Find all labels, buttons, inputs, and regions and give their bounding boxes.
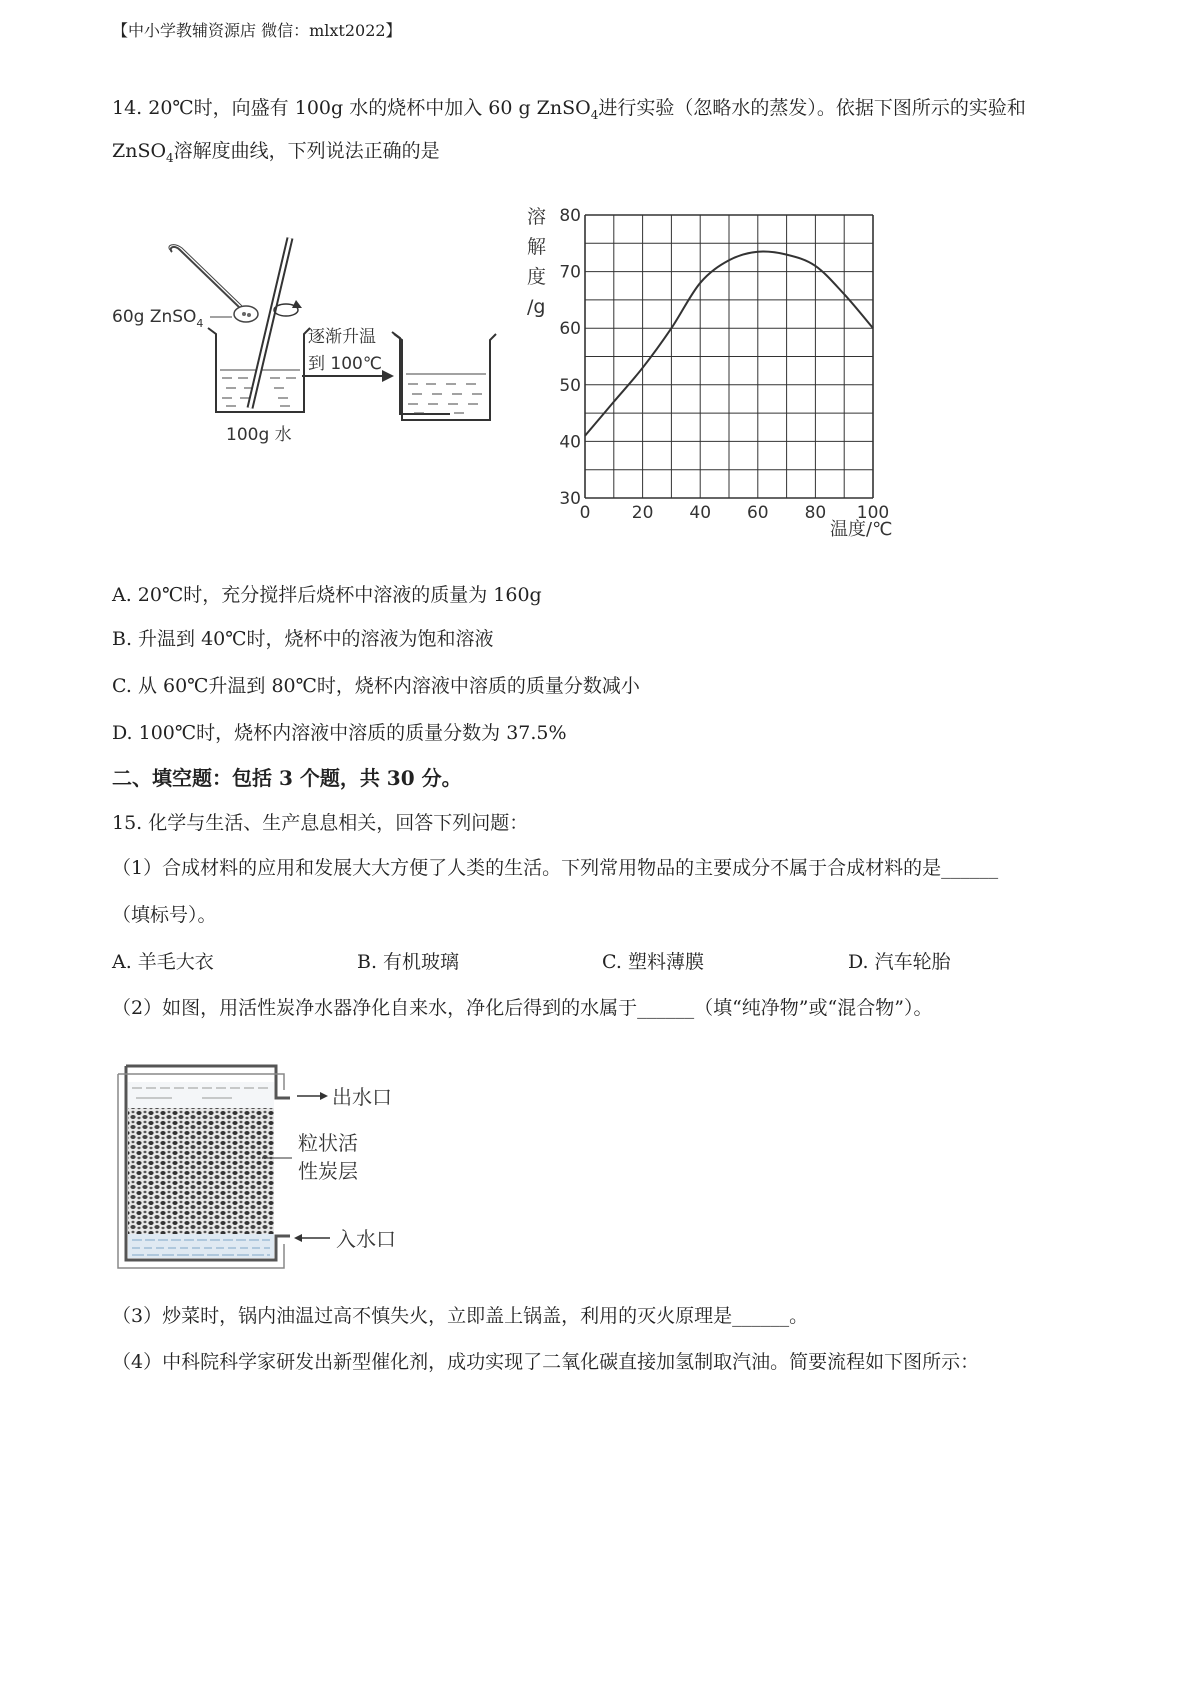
arrow-text-1: 逐渐升温 — [308, 327, 376, 347]
y-tick-label: 60 — [559, 319, 581, 340]
y-ticks — [559, 206, 581, 509]
q15-option-b: B. 有机玻璃 — [357, 951, 460, 973]
y-label-char: 度 — [527, 266, 547, 288]
y-tick-label: 40 — [559, 432, 581, 453]
carbon-layer — [128, 1108, 274, 1234]
water-purifier-figure — [112, 1060, 432, 1275]
q15-part4: （4）中科院科学家研发出新型催化剂，成功实现了二氧化碳直接加氢制取汽油。简要流程如下图所示： — [112, 1351, 980, 1373]
q15-part3: （3）炒菜时，锅内油温过高不慎失火，立即盖上锅盖，利用的灭火原理是______。 — [112, 1305, 809, 1327]
q15-stem: 15. 化学与生活、生产息息相关，回答下列问题： — [112, 812, 529, 834]
section-title: 二、填空题：包括 3 个题，共 30 分。 — [112, 766, 462, 790]
x-tick-label: 20 — [631, 503, 654, 523]
solute-label: 60g ZnSO$_4$ — [112, 307, 204, 330]
q15-option-d: D. 汽车轮胎 — [848, 951, 951, 973]
y-tick-label: 70 — [559, 262, 581, 283]
q15-part1-cont: （填标号）。 — [112, 904, 217, 926]
y-tick-label: 50 — [559, 375, 581, 396]
q15-part1: （1）合成材料的应用和发展大大方便了人类的生活。下列常用物品的主要成分不属于合成材料的是______ — [112, 857, 999, 879]
chart-grid — [585, 215, 873, 498]
arrow-right-icon — [297, 1092, 328, 1100]
y-tick-label: 80 — [559, 206, 581, 226]
x-tick-label: 0 — [579, 503, 591, 523]
q15-option-a: A. 羊毛大衣 — [112, 951, 214, 973]
beaker-right-body — [390, 330, 500, 450]
option-b: B. 升温到 40℃时，烧杯中的溶液为饱和溶液 — [112, 628, 494, 650]
option-c: C. 从 60℃升温到 80℃时，烧杯内溶液中溶质的质量分数减小 — [112, 675, 640, 697]
x-tick-label: 80 — [804, 503, 827, 523]
solubility-chart — [525, 205, 905, 540]
y-label-char: 溶 — [527, 206, 547, 228]
option-a: A. 20℃时，充分搅拌后烧杯中溶液的质量为 160g — [112, 584, 542, 606]
arrow-text-2: 到 100℃ — [308, 354, 382, 374]
q15-part2: （2）如图，用活性炭净水器净化自来水，净化后得到的水属于______（填“纯净物”或“混合物”）。 — [112, 997, 933, 1019]
x-tick-label: 100 — [856, 503, 890, 523]
page-header: 【中小学教辅资源店 微信：mlxt2022】 — [112, 21, 402, 40]
q14-line2: ZnSO$_4$溶解度曲线，下列说法正确的是 — [112, 140, 440, 165]
layer-label-2: 性炭层 — [298, 1159, 358, 1183]
x-tick-label: 40 — [689, 503, 712, 523]
q15-option-c: C. 塑料薄膜 — [602, 951, 704, 973]
water-label: 100g 水 — [226, 425, 292, 445]
x-tick-label: 60 — [746, 503, 769, 523]
y-axis-label — [527, 206, 546, 318]
option-d: D. 100℃时，烧杯内溶液中溶质的质量分数为 37.5% — [112, 722, 567, 744]
y-tick-label: 30 — [559, 489, 581, 509]
layer-label-1: 粒状活 — [298, 1131, 358, 1155]
y-label-char: 解 — [527, 236, 547, 258]
beaker-left — [208, 238, 310, 412]
arrow-left-icon — [294, 1234, 330, 1242]
q14-line1: 14. 20℃时，向盛有 100g 水的烧杯中加入 60 g ZnSO$_4$进行实验（忽略水的蒸发）。依据下图所示的实验和 — [112, 97, 1026, 122]
x-axis-label: 温度/℃ — [830, 519, 893, 540]
y-label-char: /g — [527, 296, 546, 318]
inlet-label: 入水口 — [336, 1227, 396, 1251]
outlet-label: 出水口 — [332, 1085, 392, 1109]
